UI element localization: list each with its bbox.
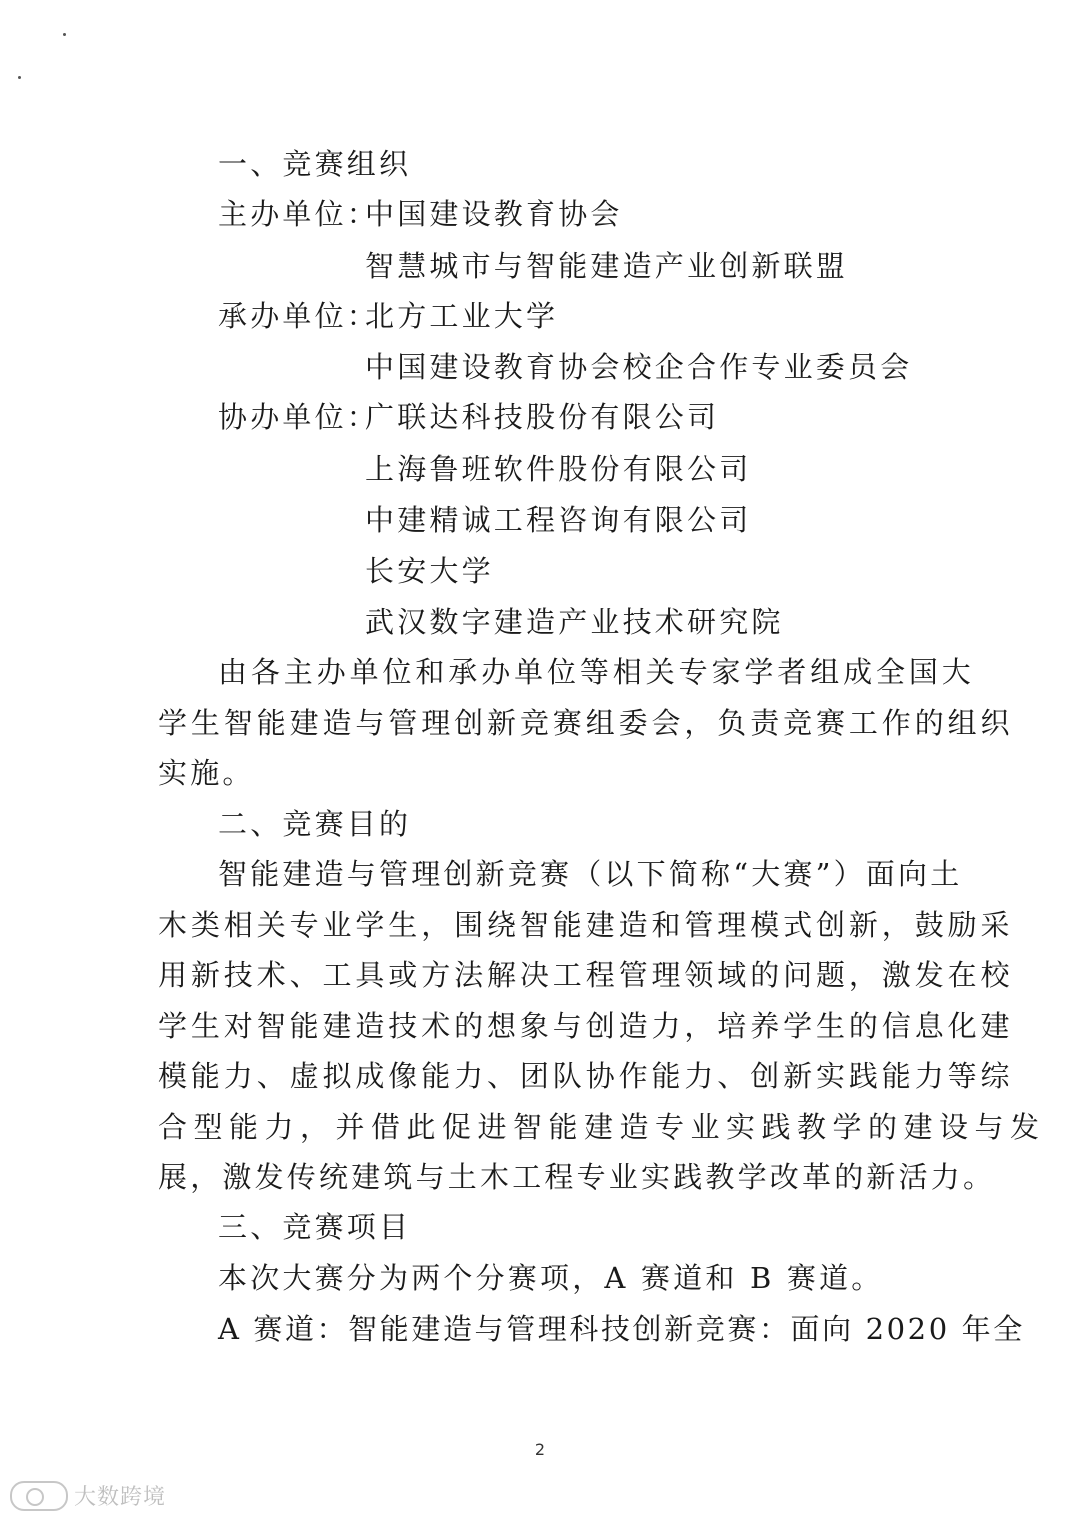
organizer-1: 中国建设教育协会: [365, 197, 623, 231]
purpose-line-5: 模能力、虚拟成像能力、团队协作能力、创新实践能力等综: [158, 1059, 1014, 1093]
committee-line-3: 实施。: [158, 756, 255, 790]
co-organizer-4: 长安大学: [365, 554, 494, 588]
items-line-1: 本次大赛分为两个分赛项，A 赛道和 B 赛道。: [218, 1261, 884, 1295]
section-3-heading: 三、竞赛项目: [218, 1210, 412, 1244]
watermark: [10, 1480, 166, 1511]
co-organizer-3: 中建精诚工程咨询有限公司: [365, 503, 752, 537]
committee-line-1: 由各主办单位和承办单位等相关专家学者组成全国大: [218, 655, 975, 689]
organizer-2: 智慧城市与智能建造产业创新联盟: [365, 249, 849, 283]
purpose-line-7: 展，激发传统建筑与土木工程专业实践教学改革的新活力。: [158, 1160, 996, 1194]
committee-line-2: 学生智能建造与管理创新竞赛组委会，负责竞赛工作的组织: [158, 706, 1014, 740]
co-organizer-label: 协办单位：: [218, 400, 380, 434]
co-organizer-5: 武汉数字建造产业技术研究院: [365, 605, 784, 639]
host-2: 中国建设教育协会校企合作专业委员会: [365, 350, 913, 384]
section-1-heading: 一、竞赛组织: [218, 147, 412, 181]
purpose-line-1: 智能建造与管理创新竞赛（以下简称“大赛”）面向土: [218, 857, 963, 891]
page-number: 2: [534, 1440, 546, 1459]
co-organizer-2: 上海鲁班软件股份有限公司: [365, 452, 752, 486]
scan-speck: [18, 76, 21, 79]
purpose-line-4: 学生对智能建造技术的想象与创造力，培养学生的信息化建: [158, 1009, 1014, 1043]
host-1: 北方工业大学: [365, 299, 559, 333]
watermark-text: 大数跨境: [74, 1485, 167, 1510]
section-2-heading: 二、竞赛目的: [218, 807, 412, 841]
co-organizer-1: 广联达科技股份有限公司: [365, 400, 720, 434]
purpose-line-6: 合型能力，并借此促进智能建造专业实践教学的建设与发: [158, 1110, 1046, 1144]
purpose-line-2: 木类相关专业学生，围绕智能建造和管理模式创新，鼓励采: [158, 908, 1014, 942]
host-label: 承办单位：: [218, 299, 380, 333]
scan-speck: [63, 33, 66, 36]
watermark-logo-icon: [10, 1481, 68, 1511]
purpose-line-3: 用新技术、工具或方法解决工程管理领域的问题，激发在校: [158, 958, 1014, 992]
organizer-label: 主办单位：: [218, 197, 380, 231]
items-line-2: A 赛道：智能建造与管理科技创新竞赛：面向 2020 年全: [218, 1312, 1025, 1346]
